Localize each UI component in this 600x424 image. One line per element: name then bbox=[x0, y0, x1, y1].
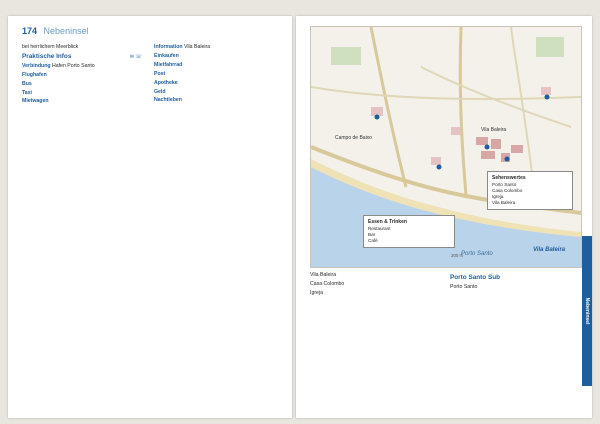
page-number: 174 bbox=[22, 26, 38, 36]
info-paragraph: Flughafen bbox=[22, 71, 47, 78]
text-column bbox=[310, 272, 440, 408]
road bbox=[460, 27, 466, 195]
text-column bbox=[154, 44, 278, 408]
poi-marker bbox=[505, 157, 510, 162]
side-tab-label: Nebeninsel bbox=[584, 297, 590, 325]
map-logo: Vila Baleira bbox=[533, 247, 566, 253]
info-paragraph: Post bbox=[154, 70, 166, 77]
info-paragraph: Nachtleben bbox=[154, 97, 182, 104]
legend-item: Casa Colombo bbox=[492, 188, 523, 193]
legend-item: Porto Santo bbox=[492, 182, 517, 187]
section-heading: Porto Santo Sub bbox=[450, 274, 501, 281]
info-paragraph: Igreja bbox=[310, 289, 323, 296]
road bbox=[311, 87, 581, 99]
legend-sights bbox=[487, 171, 573, 210]
info-paragraph: Mietwagen bbox=[22, 98, 49, 105]
text-column bbox=[450, 272, 574, 408]
town-map bbox=[310, 26, 582, 268]
info-paragraph: Taxi bbox=[22, 89, 32, 96]
left-page bbox=[8, 16, 292, 418]
chapter-side-tab bbox=[582, 236, 592, 386]
page-title: Nebeninsel bbox=[43, 26, 89, 36]
legend-title: Sehenswertes bbox=[492, 175, 526, 181]
building-block bbox=[451, 127, 461, 135]
info-paragraph: Vila Baleira bbox=[310, 272, 337, 278]
legend-item: Café bbox=[368, 238, 378, 243]
building-block bbox=[541, 87, 551, 95]
poi-marker bbox=[485, 145, 490, 150]
text-column bbox=[22, 44, 142, 408]
info-paragraph: Verbindung Hafen Porto Santo bbox=[22, 62, 95, 69]
info-paragraph: Einkaufen bbox=[154, 52, 179, 59]
poi-marker bbox=[437, 165, 442, 170]
map-scale: 200 m bbox=[451, 253, 464, 258]
legend-item: Igreja bbox=[492, 194, 504, 199]
info-paragraph: Porto Santo bbox=[450, 283, 478, 290]
building-block bbox=[431, 157, 441, 165]
legend-item: Vila Baleira bbox=[492, 200, 516, 205]
place-label: Porto Santo bbox=[461, 251, 493, 257]
right-page bbox=[296, 16, 592, 418]
poi-marker bbox=[545, 95, 550, 100]
place-label: Campo de Baixo bbox=[335, 135, 372, 141]
intro-paragraph: bei herrlichem Meerblick bbox=[22, 44, 79, 50]
info-paragraph: Geld bbox=[154, 88, 166, 95]
legend-item: Bar bbox=[368, 232, 376, 237]
info-paragraph: Mietfahrrad bbox=[154, 61, 183, 68]
info-icons: ✉ ☏ bbox=[129, 53, 142, 60]
green-area bbox=[331, 47, 361, 65]
green-area bbox=[536, 37, 564, 57]
building-block bbox=[481, 151, 495, 159]
legend-title: Essen & Trinken bbox=[368, 219, 407, 225]
building-block bbox=[511, 145, 523, 153]
legend-food bbox=[363, 215, 455, 248]
legend-item: Restaurant bbox=[368, 226, 391, 231]
page-header bbox=[22, 26, 278, 40]
info-paragraph: Information Vila Baleira bbox=[154, 44, 211, 50]
info-paragraph: Apotheke bbox=[154, 79, 178, 86]
poi-marker bbox=[375, 115, 380, 120]
building-block bbox=[476, 137, 488, 145]
building-block bbox=[491, 139, 501, 149]
info-paragraph: Casa Colombo bbox=[310, 280, 345, 287]
section-heading: Praktische Infos ✉ ☏ bbox=[22, 52, 142, 60]
info-paragraph: Bus bbox=[22, 80, 32, 87]
place-label: Vila Baleira bbox=[481, 127, 507, 133]
